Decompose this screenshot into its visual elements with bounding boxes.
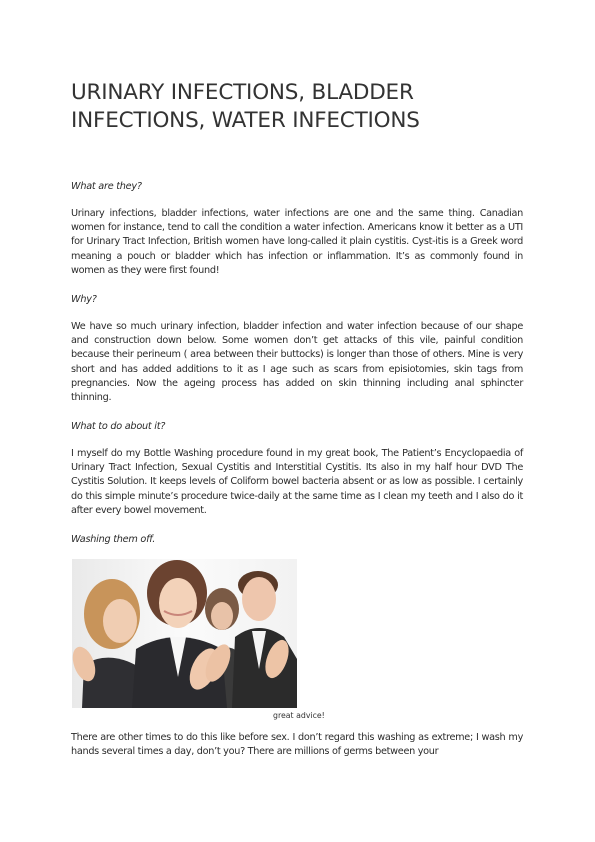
section-heading: Washing them off. [71, 534, 156, 545]
section-heading: Why? [71, 294, 97, 305]
section-heading: What to do about it? [71, 421, 166, 432]
closing-section [71, 731, 523, 759]
paragraph: There are other times to do this like before sex. I don’t regard this washing as extreme; I wash my hands several times a day, don’t you? There are millions of germs between your [71, 732, 523, 758]
photo-caption: great advice! [273, 711, 325, 720]
paragraph: We have so much urinary infection, bladder infection and water infection because of our shape and construction down below. Some women don’t get attacks of this vile, painful condition because their perineum ( area between their buttocks) is longer than those of others. Mine is very short and has added additions to it as I age such as scars from episiotomies, skin tags from pregnancies. Now the ageing process has added on skin thinning including anal sphincter thinning. [71, 321, 523, 404]
section-body [71, 447, 523, 518]
page-title: URINARY INFECTIONS, BLADDER INFECTIONS, WATER INFECTIONS [71, 80, 420, 133]
section-washing [71, 533, 523, 546]
paragraph: Urinary infections, bladder infections, water infections are one and the same thing. Canadian women for instance, tend to call the condition a water infection. Americans know it better as a UTI for Urinary Tract Infection, British women have long-called it plain cystitis. Cyst-itis is a Greek word meaning a pouch or bladder which has infection or inflammation. It’s as commonly found in women as they were first found! [71, 208, 523, 276]
section-what-are-they [71, 180, 523, 193]
photo-applauding-women [72, 559, 297, 708]
section-body [71, 320, 523, 405]
section-why [71, 293, 523, 306]
section-body [71, 207, 523, 278]
section-what-to-do [71, 420, 523, 433]
paragraph: I myself do my Bottle Washing procedure found in my great book, The Patient’s Encyclopaedia of Urinary Tract Infection, Sexual Cystitis and Interstitial Cystitis. Its also in my half hour DVD The Cystitis Solution. It keeps levels of Coliform bowel bacteria absent or as low as possible. I certainly do this simple minute’s procedure twice-daily at the same time as I clean my teeth and I also do it after every bowel movement. [71, 448, 523, 516]
section-heading: What are they? [71, 181, 142, 192]
